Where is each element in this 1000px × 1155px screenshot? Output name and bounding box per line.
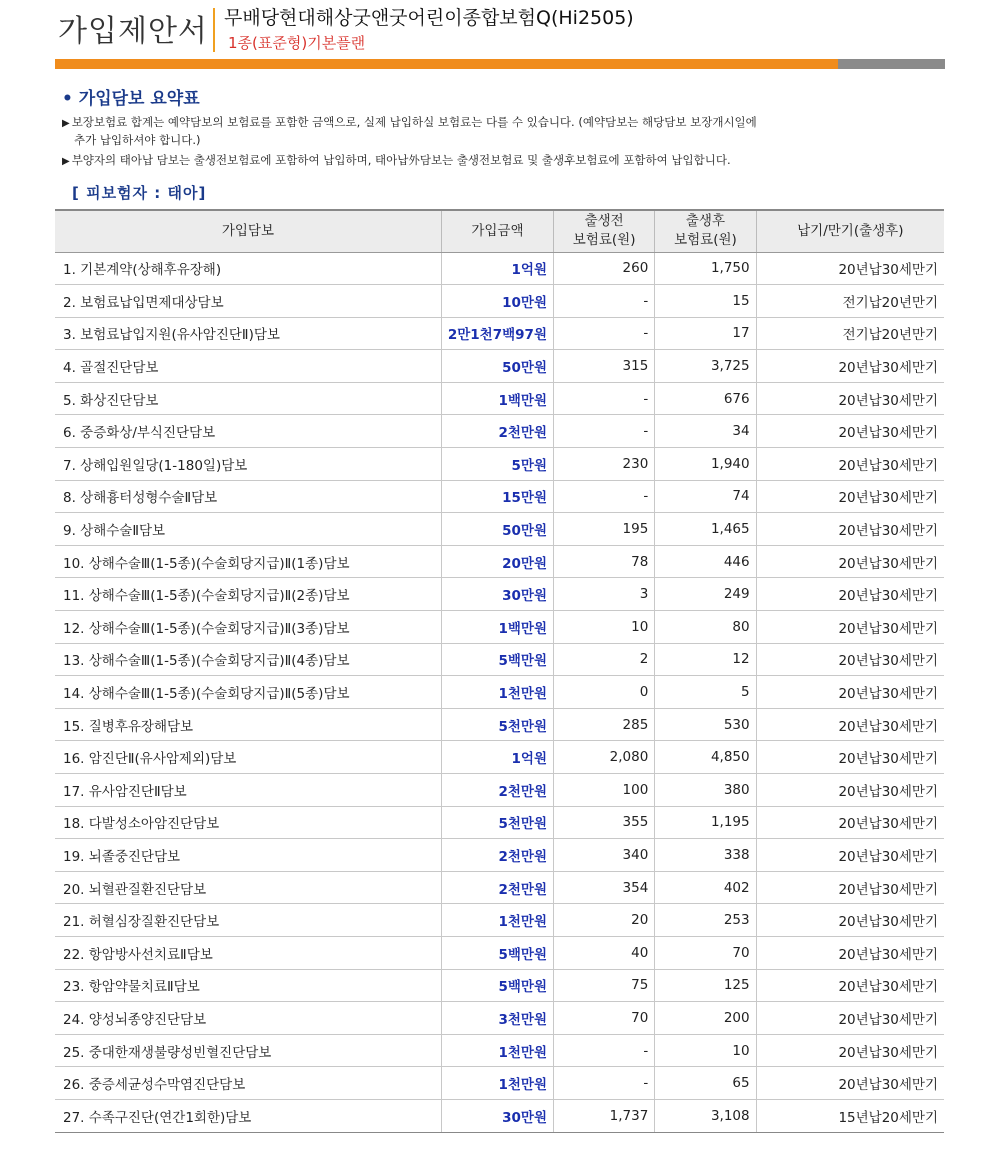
table-row [55,774,944,807]
coverage-amount-cell: 5백만원 [441,643,553,676]
premium-before-birth-cell: 195 [554,513,655,546]
premium-after-birth-cell: 125 [655,969,756,1002]
coverage-amount-cell: 20만원 [441,545,553,578]
premium-after-birth-cell: 70 [655,936,756,969]
note-1 [62,114,912,149]
premium-after-birth-cell: 4,850 [655,741,756,774]
coverage-amount-cell: 2천만원 [441,415,553,448]
coverage-amount-cell: 2천만원 [441,774,553,807]
coverage-name-cell: 15. 질병후유장해담보 [55,708,441,741]
premium-after-birth-cell: 15 [655,285,756,318]
payment-term-cell: 20년납30세만기 [756,839,944,872]
table-row [55,806,944,839]
premium-after-birth-cell: 1,750 [655,252,756,285]
premium-after-birth-cell: 249 [655,578,756,611]
premium-before-birth-cell: 3 [554,578,655,611]
coverage-amount-cell: 10만원 [441,285,553,318]
table-row [55,676,944,709]
coverage-name-cell: 21. 허혈심장질환진단담보 [55,904,441,937]
table-row [55,839,944,872]
coverage-amount-cell: 30만원 [441,1099,553,1132]
table-row [55,1067,944,1100]
coverage-amount-cell: 5천만원 [441,708,553,741]
coverage-name-cell: 6. 중증화상/부식진단담보 [55,415,441,448]
payment-term-cell: 전기납20년만기 [756,285,944,318]
table-header-row [55,210,944,252]
payment-term-cell: 20년납30세만기 [756,448,944,481]
table-row [55,1099,944,1132]
premium-before-birth-cell: 2,080 [554,741,655,774]
premium-after-birth-cell: 12 [655,643,756,676]
coverage-amount-cell: 15만원 [441,480,553,513]
table-row [55,904,944,937]
coverage-name-cell: 17. 유사암진단Ⅱ담보 [55,774,441,807]
table-row [55,285,944,318]
note-text: 부양자의 태아납 담보는 출생전보험료에 포함하여 납입하며, 태아납外담보는 출생전보험료 및 출생후보험료에 포함하여 납입합니다. [71,153,731,167]
triangle-bullet-icon: ▶ [62,118,70,129]
premium-before-birth-cell: - [554,317,655,350]
premium-after-birth-cell: 3,108 [655,1099,756,1132]
table-row [55,545,944,578]
coverage-name-cell: 18. 다발성소아암진단담보 [55,806,441,839]
title-divider [213,8,215,52]
payment-term-cell: 20년납30세만기 [756,708,944,741]
triangle-bullet-icon: ▶ [62,156,70,167]
premium-after-birth-cell: 80 [655,611,756,644]
coverage-name-cell: 19. 뇌졸중진단담보 [55,839,441,872]
premium-before-birth-cell: 355 [554,806,655,839]
payment-term-cell: 20년납30세만기 [756,513,944,546]
premium-after-birth-cell: 3,725 [655,350,756,383]
payment-term-cell: 20년납30세만기 [756,1067,944,1100]
premium-after-birth-cell: 253 [655,904,756,937]
table-row [55,448,944,481]
premium-before-birth-cell: 1,737 [554,1099,655,1132]
payment-term-cell: 20년납30세만기 [756,252,944,285]
premium-before-birth-cell: - [554,1034,655,1067]
coverage-table-body [55,252,944,1132]
table-row [55,611,944,644]
payment-term-cell: 20년납30세만기 [756,382,944,415]
section-title: • 가입담보 요약표 [62,89,200,109]
premium-before-birth-cell: 260 [554,252,655,285]
plan-name: 1종(표준형)기본플랜 [228,34,366,52]
premium-after-birth-cell: 34 [655,415,756,448]
coverage-name-cell: 4. 골절진단담보 [55,350,441,383]
coverage-name-cell: 1. 기본계약(상해후유장해) [55,252,441,285]
premium-after-birth-cell: 74 [655,480,756,513]
payment-term-cell: 20년납30세만기 [756,904,944,937]
table-row [55,741,944,774]
premium-before-birth-cell: - [554,415,655,448]
premium-before-birth-cell: 315 [554,350,655,383]
table-row [55,415,944,448]
premium-after-birth-cell: 446 [655,545,756,578]
coverage-name-cell: 22. 항암방사선치료Ⅱ담보 [55,936,441,969]
header-before-birth-line2: 보험료(원) [572,232,636,249]
premium-after-birth-cell: 200 [655,1002,756,1035]
header-before-birth-line1: 출생전 [584,213,624,230]
premium-after-birth-cell: 1,940 [655,448,756,481]
coverage-name-cell: 9. 상해수술Ⅱ담보 [55,513,441,546]
premium-before-birth-cell: 75 [554,969,655,1002]
document-header [0,0,1000,70]
coverage-amount-cell: 1백만원 [441,382,553,415]
premium-before-birth-cell: 100 [554,774,655,807]
header-accent-bar [55,59,945,69]
table-row [55,252,944,285]
table-row [55,513,944,546]
header-after-birth-line1: 출생후 [685,213,725,230]
payment-term-cell: 20년납30세만기 [756,611,944,644]
table-row [55,317,944,350]
payment-term-cell: 20년납30세만기 [756,545,944,578]
premium-after-birth-cell: 10 [655,1034,756,1067]
premium-before-birth-cell: - [554,480,655,513]
document-title: 가입제안서 [58,14,208,49]
coverage-amount-cell: 2만1천7백97원 [441,317,553,350]
header-before-birth [554,210,655,252]
premium-before-birth-cell: 70 [554,1002,655,1035]
premium-after-birth-cell: 380 [655,774,756,807]
coverage-name-cell: 7. 상해입원일당(1-180일)담보 [55,448,441,481]
payment-term-cell: 20년납30세만기 [756,643,944,676]
table-row [55,969,944,1002]
coverage-amount-cell: 1백만원 [441,611,553,644]
table-row [55,480,944,513]
premium-before-birth-cell: - [554,1067,655,1100]
header-after-birth-line2: 보험료(원) [674,232,737,249]
coverage-amount-cell: 5천만원 [441,806,553,839]
coverage-name-cell: 13. 상해수술Ⅲ(1-5종)(수술회당지급)Ⅱ(4종)담보 [55,643,441,676]
payment-term-cell: 20년납30세만기 [756,350,944,383]
header-coverage: 가입담보 [55,210,441,252]
payment-term-cell: 15년납20세만기 [756,1099,944,1132]
coverage-amount-cell: 1억원 [441,741,553,774]
premium-before-birth-cell: 40 [554,936,655,969]
table-row [55,708,944,741]
payment-term-cell: 20년납30세만기 [756,578,944,611]
payment-term-cell: 전기납20년만기 [756,317,944,350]
coverage-amount-cell: 1천만원 [441,1034,553,1067]
coverage-amount-cell: 2천만원 [441,871,553,904]
premium-after-birth-cell: 17 [655,317,756,350]
table-row [55,871,944,904]
notes [62,114,912,173]
premium-after-birth-cell: 5 [655,676,756,709]
coverage-name-cell: 23. 항암약물치료Ⅱ담보 [55,969,441,1002]
premium-after-birth-cell: 676 [655,382,756,415]
payment-term-cell: 20년납30세만기 [756,741,944,774]
note-2 [62,152,912,170]
header-after-birth [655,210,756,252]
coverage-amount-cell: 5만원 [441,448,553,481]
table-row [55,1034,944,1067]
coverage-amount-cell: 5백만원 [441,936,553,969]
premium-before-birth-cell: 354 [554,871,655,904]
coverage-table [55,209,944,1133]
premium-before-birth-cell: - [554,382,655,415]
coverage-amount-cell: 1천만원 [441,904,553,937]
coverage-amount-cell: 1억원 [441,252,553,285]
payment-term-cell: 20년납30세만기 [756,480,944,513]
premium-after-birth-cell: 402 [655,871,756,904]
header-amount: 가입금액 [441,210,553,252]
payment-term-cell: 20년납30세만기 [756,806,944,839]
coverage-name-cell: 2. 보험료납입면제대상담보 [55,285,441,318]
insured-label: [ 피보험자 : 태아] [72,184,207,202]
table-row [55,1002,944,1035]
coverage-name-cell: 3. 보험료납입지원(유사암진단Ⅱ)담보 [55,317,441,350]
table-row [55,936,944,969]
note-text: 보장보험료 합계는 예약담보의 보험료를 포함한 금액으로, 실제 납입하실 보험료는 다를 수 있습니다. (예약담보는 해당담보 보장개시일에 [71,115,757,129]
premium-after-birth-cell: 1,465 [655,513,756,546]
accent-bar-orange [55,59,838,69]
product-name: 무배당현대해상굿앤굿어린이종합보험Q(Hi2505) [224,7,634,29]
premium-after-birth-cell: 1,195 [655,806,756,839]
coverage-name-cell: 20. 뇌혈관질환진단담보 [55,871,441,904]
coverage-name-cell: 16. 암진단Ⅱ(유사암제외)담보 [55,741,441,774]
table-row [55,643,944,676]
table-row [55,382,944,415]
coverage-amount-cell: 2천만원 [441,839,553,872]
payment-term-cell: 20년납30세만기 [756,969,944,1002]
coverage-amount-cell: 1천만원 [441,676,553,709]
coverage-amount-cell: 50만원 [441,350,553,383]
coverage-amount-cell: 5백만원 [441,969,553,1002]
payment-term-cell: 20년납30세만기 [756,774,944,807]
coverage-name-cell: 12. 상해수술Ⅲ(1-5종)(수술회당지급)Ⅱ(3종)담보 [55,611,441,644]
coverage-name-cell: 10. 상해수술Ⅲ(1-5종)(수술회당지급)Ⅱ(1종)담보 [55,545,441,578]
premium-after-birth-cell: 65 [655,1067,756,1100]
payment-term-cell: 20년납30세만기 [756,936,944,969]
coverage-amount-cell: 50만원 [441,513,553,546]
premium-before-birth-cell: 2 [554,643,655,676]
premium-after-birth-cell: 338 [655,839,756,872]
premium-before-birth-cell: 340 [554,839,655,872]
accent-bar-gray [838,59,945,69]
coverage-name-cell: 25. 중대한재생불량성빈혈진단담보 [55,1034,441,1067]
coverage-name-cell: 8. 상해흉터성형수술Ⅱ담보 [55,480,441,513]
payment-term-cell: 20년납30세만기 [756,676,944,709]
premium-before-birth-cell: 0 [554,676,655,709]
premium-before-birth-cell: 285 [554,708,655,741]
coverage-name-cell: 5. 화상진단담보 [55,382,441,415]
table-row [55,350,944,383]
coverage-name-cell: 27. 수족구진단(연간1회한)담보 [55,1099,441,1132]
payment-term-cell: 20년납30세만기 [756,415,944,448]
note-text-continued: 추가 납입하셔야 합니다.) [74,133,201,147]
header-term: 납기/만기(출생후) [756,210,944,252]
payment-term-cell: 20년납30세만기 [756,1002,944,1035]
coverage-amount-cell: 1천만원 [441,1067,553,1100]
premium-before-birth-cell: 10 [554,611,655,644]
coverage-amount-cell: 3천만원 [441,1002,553,1035]
coverage-name-cell: 11. 상해수술Ⅲ(1-5종)(수술회당지급)Ⅱ(2종)담보 [55,578,441,611]
coverage-name-cell: 14. 상해수술Ⅲ(1-5종)(수술회당지급)Ⅱ(5종)담보 [55,676,441,709]
premium-before-birth-cell: 20 [554,904,655,937]
premium-before-birth-cell: - [554,285,655,318]
table-row [55,578,944,611]
payment-term-cell: 20년납30세만기 [756,1034,944,1067]
coverage-amount-cell: 30만원 [441,578,553,611]
premium-before-birth-cell: 78 [554,545,655,578]
coverage-name-cell: 26. 중증세균성수막염진단담보 [55,1067,441,1100]
coverage-name-cell: 24. 양성뇌종양진단담보 [55,1002,441,1035]
payment-term-cell: 20년납30세만기 [756,871,944,904]
premium-before-birth-cell: 230 [554,448,655,481]
premium-after-birth-cell: 530 [655,708,756,741]
